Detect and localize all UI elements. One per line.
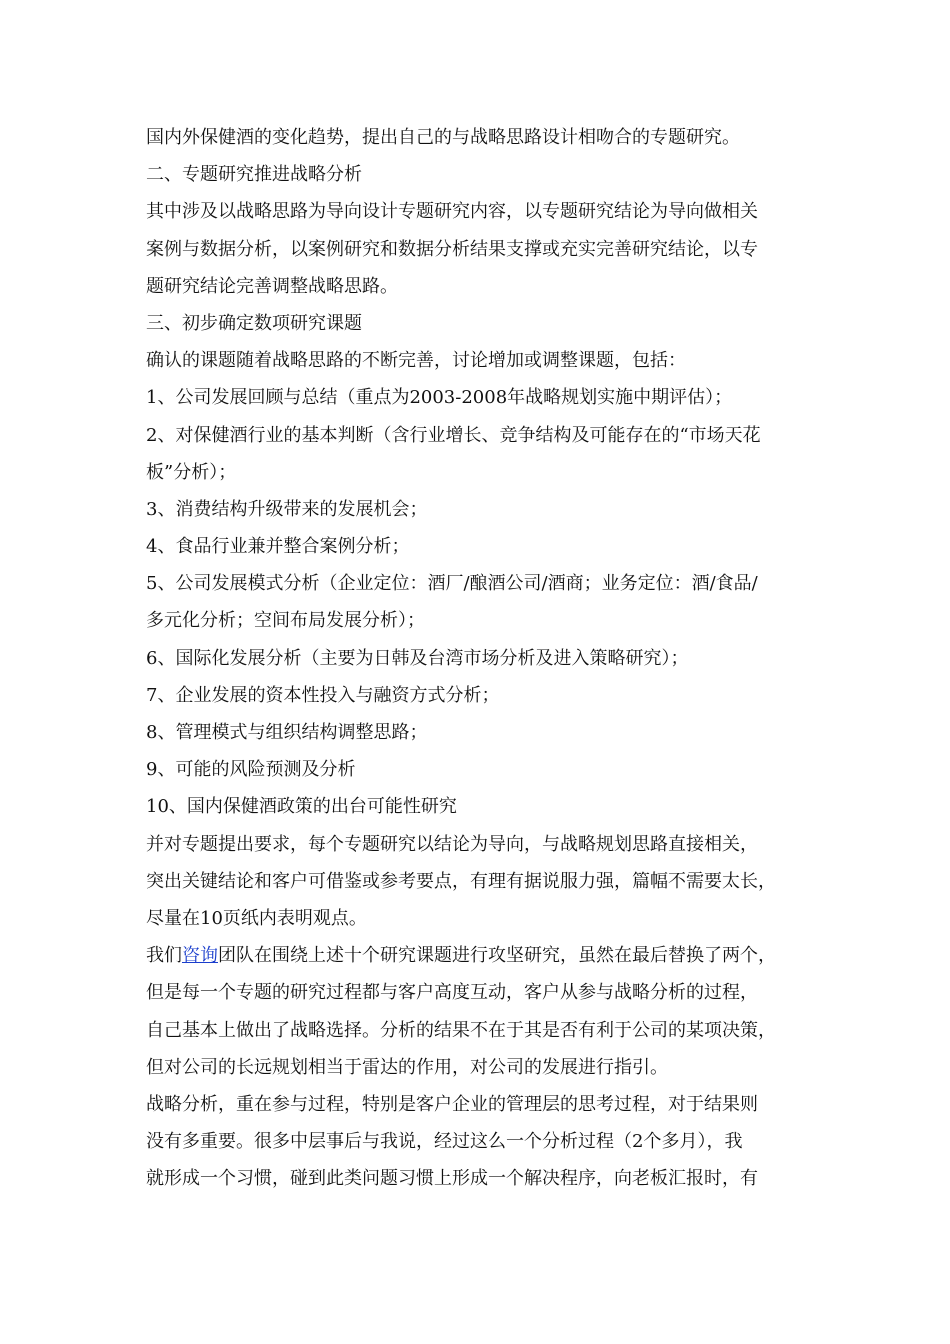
text-line: 尽量在10页纸内表明观点。 xyxy=(146,907,367,929)
text-line: 题研究结论完善调整战略思路。 xyxy=(146,275,398,297)
list-item: 7、企业发展的资本性投入与融资方式分析； xyxy=(146,684,500,706)
text-line: 确认的课题随着战略思路的不断完善，讨论增加或调整课题，包括： xyxy=(146,350,686,372)
text-line: 其中涉及以战略思路为导向设计专题研究内容，以专题研究结论为导向做相关 xyxy=(146,201,758,223)
document-body xyxy=(146,119,816,1197)
text-line-with-link xyxy=(146,937,816,974)
text-line: 但对公司的长远规划相当于雷达的作用，对公司的发展进行指引。 xyxy=(146,1056,668,1078)
text-line: 国内外保健酒的变化趋势，提出自己的与战略思路设计相吻合的专题研究。 xyxy=(146,127,740,148)
list-item: 4、食品行业兼并整合案例分析； xyxy=(146,536,410,558)
text-line: 但是每一个专题的研究过程都与客户高度互动，客户从参与战略分析的过程， xyxy=(146,982,758,1004)
list-item-continued: 多元化分析；空间布局发展分析）； xyxy=(146,610,425,632)
text-line: 案例与数据分析，以案例研究和数据分析结果支撑或充实完善研究结论，以专 xyxy=(146,238,758,260)
list-item: 9、可能的风险预测及分析 xyxy=(146,759,356,781)
list-item: 8、管理模式与组织结构调整思路； xyxy=(146,722,428,743)
list-item: 10、国内保健酒政策的出台可能性研究 xyxy=(146,796,457,818)
list-item: 1、公司发展回顾与总结（重点为2003-2008年战略规划实施中期评估）； xyxy=(146,387,733,409)
text-line: 突出关键结论和客户可借鉴或参考要点，有理有据说服力强，篇幅不需要太长， xyxy=(146,870,776,892)
link-line-after: 团队在围绕上述十个研究课题进行攻坚研究，虽然在最后替换了两个， xyxy=(218,945,776,967)
text-line: 没有多重要。很多中层事后与我说，经过这么一个分析过程（2个多月），我 xyxy=(146,1131,743,1153)
list-item: 5、公司发展模式分析（企业定位：酒厂/酿酒公司/酒商；业务定位：酒/食品/ xyxy=(146,573,758,595)
link-line-before: 我们 xyxy=(146,945,182,967)
list-item-continued: 板”分析）； xyxy=(146,461,237,483)
text-line: 自己基本上做出了战略选择。分析的结果不在于其是否有利于公司的某项决策， xyxy=(146,1019,776,1041)
text-line: 就形成一个习惯，碰到此类问题习惯上形成一个解决程序，向老板汇报时，有 xyxy=(146,1168,758,1190)
list-item: 2、对保健酒行业的基本判断（含行业增长、竞争结构及可能存在的“市场天花 xyxy=(146,424,761,446)
list-item: 3、消费结构升级带来的发展机会； xyxy=(146,498,428,520)
text-line: 并对专题提出要求，每个专题研究以结论为导向，与战略规划思路直接相关， xyxy=(146,833,758,855)
list-item: 6、国际化发展分析（主要为日韩及台湾市场分析及进入策略研究）； xyxy=(146,647,689,669)
section-heading: 三、初步确定数项研究课题 xyxy=(146,312,362,334)
consulting-link[interactable]: 咨询 xyxy=(182,945,218,967)
text-line: 战略分析，重在参与过程，特别是客户企业的管理层的思考过程，对于结果则 xyxy=(146,1093,758,1115)
section-heading: 二、专题研究推进战略分析 xyxy=(146,164,362,186)
